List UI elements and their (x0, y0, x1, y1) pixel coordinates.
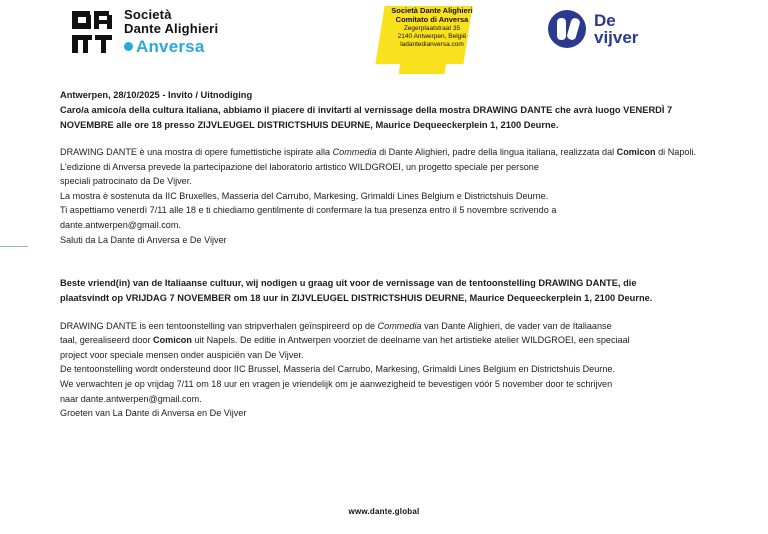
dante-alighieri-logo (72, 8, 218, 56)
p-it-1-line2: speciali patrocinato da De Vijver. (60, 176, 192, 187)
p-nl-2: De tentoonstelling wordt ondersteund door IIC Brussel, Masseria del Carrubo, Markesing, Grimaldi Lines Belgium en Districtshuis Deurne. (60, 364, 615, 375)
stamp-address2: 2140 Antwerpen, België (397, 32, 467, 40)
date-line: Antwerpen, 28/10/2025 - Invito / Uitnodiging (60, 90, 253, 100)
stamp-address1: Zegerplaatstraat 35 (403, 24, 461, 32)
p-nl-3-line2: naar dante.antwerpen@gmail.com. (60, 393, 202, 404)
logo-left-line3: Anversa (124, 38, 218, 56)
p-nl-1-line2: taal, gerealiseerd door Comicon uit Napels. De editie in Antwerpen voorziet de deelname van het artistieke atelier WILDGROEI, een speciaal (60, 335, 630, 346)
p-it-4: Saluti da La Dante di Anversa e De Vijver (60, 234, 227, 245)
vijver-line2: vijver (594, 28, 639, 47)
paragraph-nl-1 (60, 319, 708, 421)
language-separator (60, 258, 708, 276)
lead-it-line1: Caro/a amico/a della cultura italiana, abbiamo il piacere di invitarti al vernissage della mostra DRAWING DANTE che avrà luogo VENERDÌ 7 (60, 104, 673, 115)
de-vijver-mark-icon (548, 10, 586, 48)
p-it-3-line1: Ti aspettiamo venerdì 7/11 alle 18 e ti chiediamo gentilmente di confermare la tua presenza entro il 5 novembre scrivendo a (60, 205, 557, 216)
yellow-tail-decoration (399, 56, 448, 74)
document-body (60, 88, 708, 432)
logo-left-line2: Dante Alighieri (124, 20, 219, 36)
lead-nl-line2: plaatsvindt op VRIJDAG 7 NOVEMBER om 18 uur in ZIJVLEUGEL DISTRICTSHUIS DEURNE, Maurice Dequeeckerplein 1, 2100 Deurne. (60, 293, 653, 304)
p-nl-1-line3: project voor speciale mensen onder auspiciën van De Vijver. (60, 349, 304, 360)
p-it-1-line1: DRAWING DANTE è una mostra di opere fumettistiche ispirate alla Commedia di Dante Alighieri, padre della lingua italiana, realizzata dal Comicon di Napoli. L'edizione di Anversa prevede la partecipazione del laboratorio artistico WILDGROEI, un progetto speciale per persone (60, 147, 697, 172)
logo-left-line1: Società (124, 7, 172, 22)
footer-url[interactable]: www.dante.global (348, 507, 420, 516)
lead-it-line2: NOVEMBRE alle ore 18 presso ZIJVLEUGEL DISTRICTSHUIS DEURNE, Maurice Dequeeckerplein 1, 2100 Deurne. (60, 119, 559, 130)
de-vijver-logo (548, 10, 638, 48)
dante-monogram-icon (72, 9, 118, 55)
p-it-2: La mostra è sostenuta da IIC Bruxelles, Masseria del Carrubo, Markesing, Grimaldi Lines Belgium e Districtshuis Deurne. (60, 190, 549, 201)
lead-nl-line1: Beste vriend(in) van de Italiaanse cultuur, wij nodigen u graag uit voor de vernissage van de tentoonstelling DRAWING DANTE, die (60, 278, 637, 289)
blue-dot-icon (124, 42, 133, 51)
stamp-line1: Società Dante Alighieri (391, 6, 473, 15)
margin-rule (0, 246, 28, 247)
vijver-line1: De (594, 11, 616, 30)
paragraph-it-1 (60, 145, 708, 247)
stamp-line2: Comitato di Anversa (395, 15, 469, 25)
invitation-lead-it (60, 103, 708, 133)
p-nl-4: Groeten van La Dante di Anversa en De Vijver (60, 408, 247, 419)
stamp-email: ladantedianversa.com (400, 41, 464, 48)
p-nl-3-line1: We verwachten je op vrijdag 7/11 om 18 uur en vragen je vriendelijk om je aanwezigheid te bevestigen vóór 5 november door te schrijven (60, 378, 613, 389)
p-it-3-line2: dante.antwerpen@gmail.com. (60, 219, 181, 230)
comitato-stamp-logo (372, 0, 492, 72)
p-nl-1-line1: DRAWING DANTE is een tentoonstelling van stripverhalen geïnspireerd op de Commedia van Dante Alighieri, de vader van de Italiaanse (60, 320, 612, 331)
document-header (0, 0, 768, 78)
invitation-lead-nl (60, 276, 708, 306)
